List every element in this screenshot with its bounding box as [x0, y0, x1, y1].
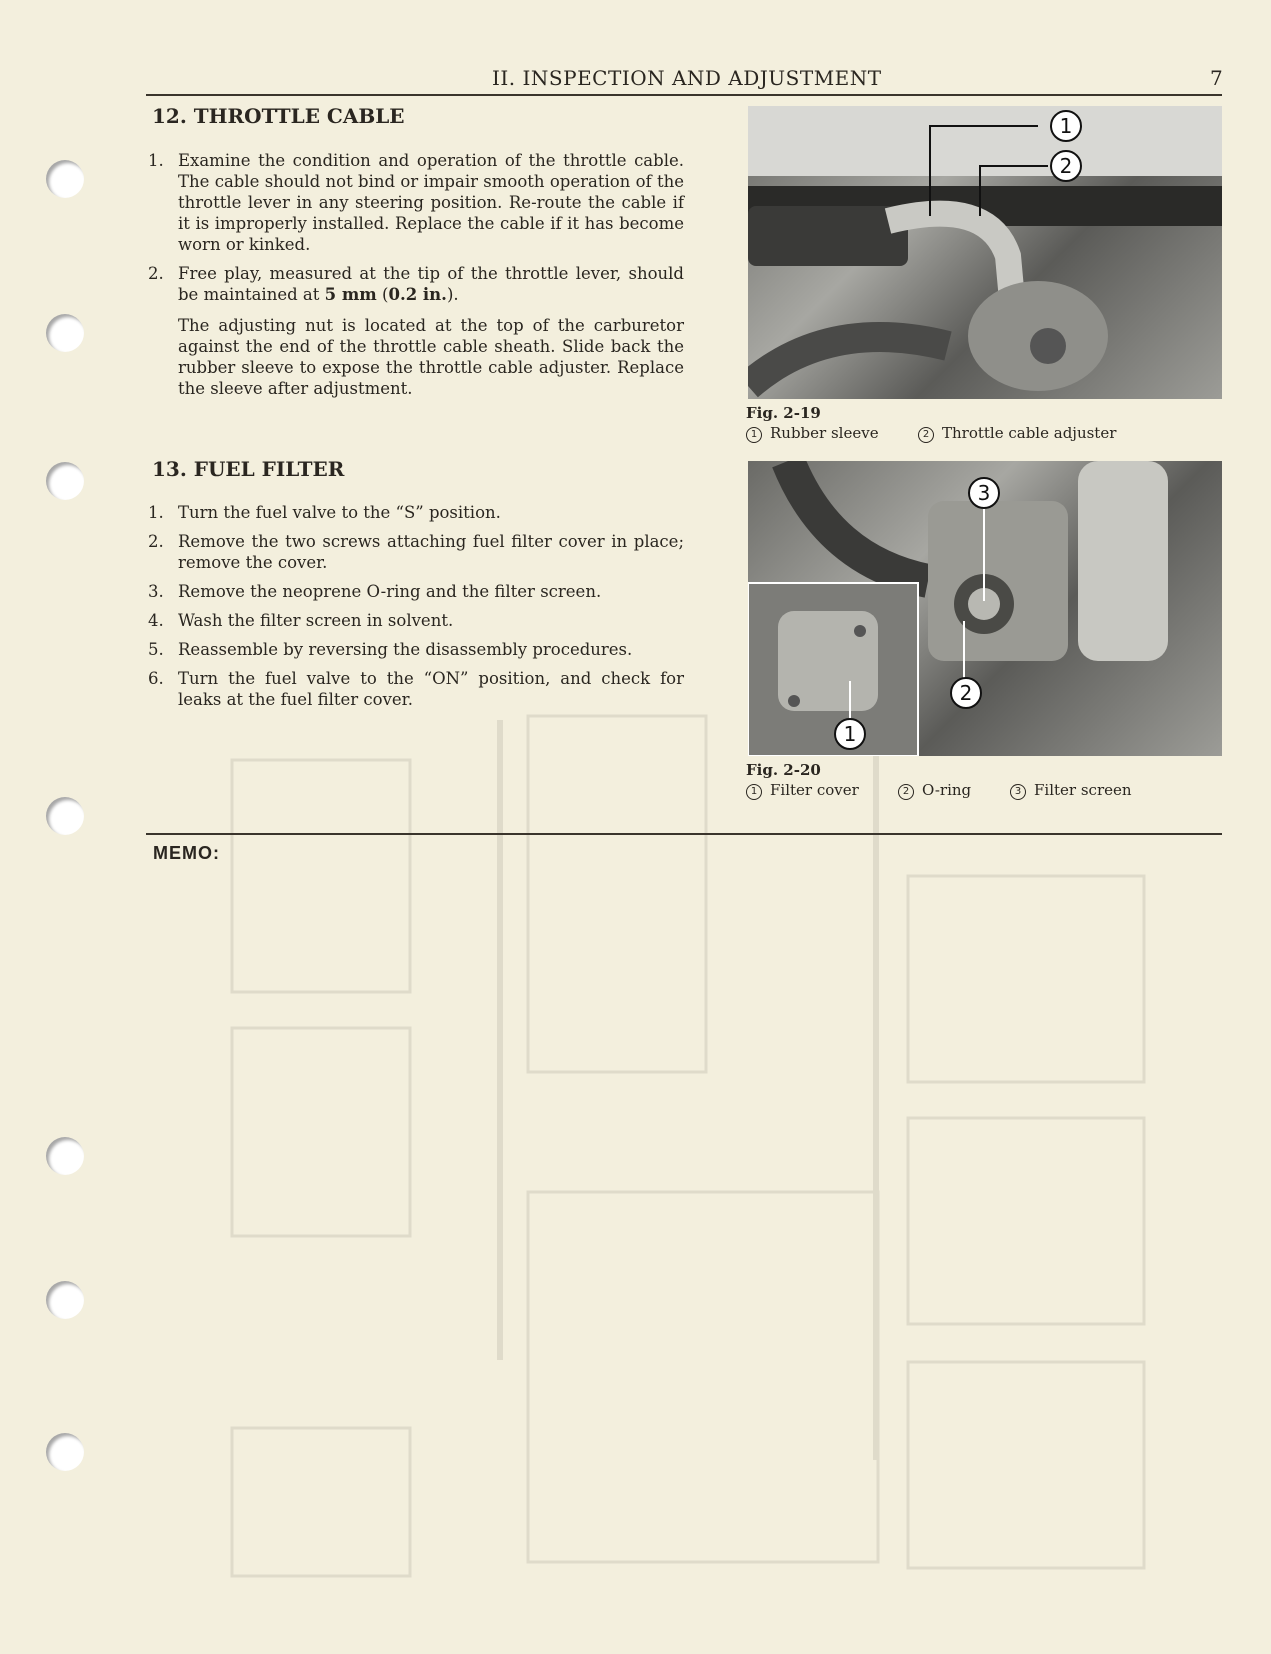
- list-item: [148, 639, 684, 660]
- section-title-fuel-filter: 13. FUEL FILTER: [152, 457, 345, 481]
- callout-number: 1: [1059, 114, 1073, 138]
- adjuster-note: The adjusting nut is located at the top of the carburetor against the end of the throttle cable sheath. Slide back the rubber sleeve to expose the throttle cable adjuster. Replace the sleeve after adjustment.: [178, 316, 684, 398]
- page-number: 7: [1210, 66, 1223, 90]
- step-number: 2.: [148, 264, 164, 283]
- binder-hole: [46, 160, 84, 198]
- step-text: Reassemble by reversing the disassembly procedures.: [178, 640, 633, 659]
- memo-label: MEMO:: [153, 843, 220, 863]
- legend-text: Throttle cable adjuster: [942, 424, 1117, 442]
- legend-marker: 2: [898, 784, 914, 800]
- legend-item: [1010, 781, 1132, 800]
- memo-rule: [146, 833, 1222, 835]
- legend-text: Filter screen: [1034, 781, 1132, 799]
- binder-hole: [46, 314, 84, 352]
- step-text: Free play, measured at the tip of the throttle lever, should be maintained at 5 mm (0.2 in.).: [178, 264, 684, 304]
- fig-2-20-photo: [748, 461, 1222, 756]
- legend-marker: 1: [746, 427, 762, 443]
- list-item: [148, 531, 684, 573]
- step-number: 5.: [148, 640, 164, 659]
- step-number: 1.: [148, 151, 164, 170]
- free-play-imperial: 0.2 in.: [388, 285, 447, 304]
- header-rule: [146, 94, 1222, 96]
- throttle-cable-steps: [148, 150, 684, 407]
- fig-2-19-drawing: [748, 106, 1222, 399]
- handlebar-grip: [748, 206, 908, 266]
- free-play-text: Free play, measured at the tip of the throttle lever, should be maintained at: [178, 264, 684, 304]
- legend-item: [746, 781, 859, 800]
- running-head: II. INSPECTION AND ADJUSTMENT: [492, 66, 882, 90]
- binder-hole: [46, 1281, 84, 1319]
- section-title-throttle-cable: 12. THROTTLE CABLE: [152, 104, 405, 128]
- legend-text: Filter cover: [770, 781, 859, 799]
- step-number: 4.: [148, 611, 164, 630]
- step-text: Examine the condition and operation of the throttle cable. The cable should not bind or impair smooth operation of the throttle lever in any steering position. Re-route the cable if it is improperly installed. Replace the cable if it has become worn or kinked.: [178, 151, 684, 254]
- legend-text: O-ring: [922, 781, 972, 799]
- legend-item: [898, 781, 971, 800]
- binder-hole: [46, 1137, 84, 1175]
- step-text: Remove the two screws attaching fuel filter cover in place; remove the cover.: [178, 532, 684, 572]
- fig-2-20-label: Fig. 2-20: [746, 761, 821, 779]
- list-item: [148, 502, 684, 523]
- binder-hole: [46, 797, 84, 835]
- legend-item: [918, 424, 1116, 443]
- list-item: [148, 263, 684, 399]
- legend-marker: 2: [918, 427, 934, 443]
- list-item: [148, 581, 684, 602]
- binder-hole: [46, 1433, 84, 1471]
- callout-number: 1: [843, 722, 857, 746]
- step-number: 3.: [148, 582, 164, 601]
- list-item: [148, 610, 684, 631]
- list-item: [148, 150, 684, 255]
- step-number: 2.: [148, 532, 164, 551]
- fig-2-19-label: Fig. 2-19: [746, 404, 821, 422]
- free-play-metric: 5 mm: [324, 285, 377, 304]
- legend-marker: 3: [1010, 784, 1026, 800]
- step-text: Wash the filter screen in solvent.: [178, 611, 454, 630]
- callout-number: 2: [1059, 154, 1073, 178]
- step-number: 6.: [148, 669, 164, 688]
- legend-marker: 1: [746, 784, 762, 800]
- step-text: Turn the fuel valve to the “S” position.: [178, 503, 501, 522]
- list-item: [148, 668, 684, 710]
- step-text: Remove the neoprene O-ring and the filter screen.: [178, 582, 602, 601]
- fuel-filter-steps: [148, 502, 684, 718]
- fig-2-20-drawing: [748, 461, 1222, 756]
- callout-number: 3: [977, 481, 991, 505]
- legend-item: [746, 424, 879, 443]
- fig-2-19-photo: [748, 106, 1222, 399]
- binder-hole: [46, 462, 84, 500]
- step-number: 1.: [148, 503, 164, 522]
- callout-number: 2: [959, 681, 973, 705]
- step-text: Turn the fuel valve to the “ON” position, and check for leaks at the fuel filter cover.: [178, 669, 684, 709]
- legend-text: Rubber sleeve: [770, 424, 879, 442]
